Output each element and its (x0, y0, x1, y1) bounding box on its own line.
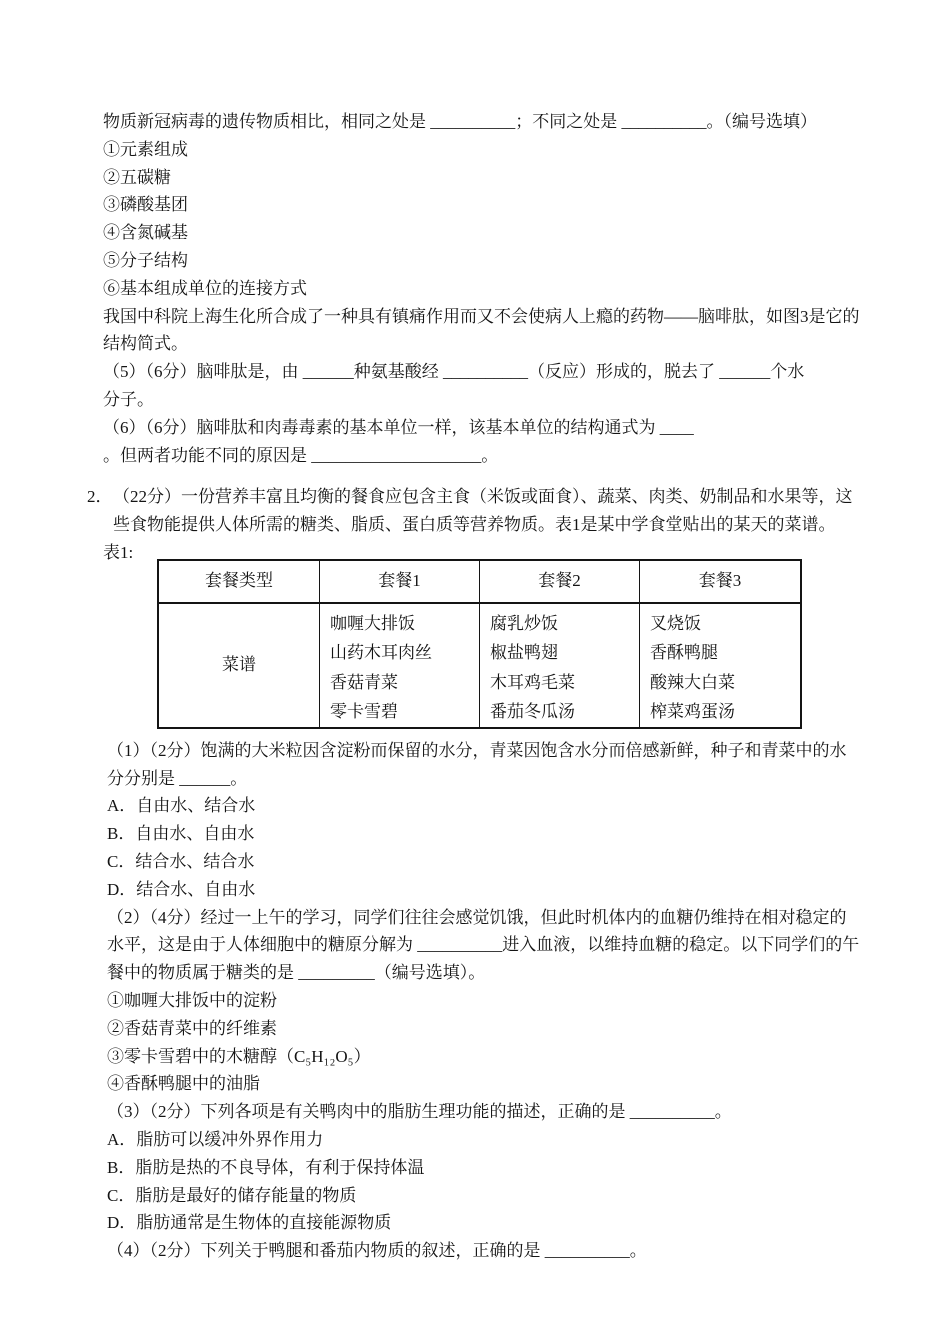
text-line (87, 483, 860, 511)
question2-subquestions (103, 737, 860, 1265)
text-line: 物质新冠病毒的遗传物质相比，相同之处是 __________；不同之处是 __________。（编号选填） (103, 112, 817, 131)
dish-item: 香酥鸭腿 (650, 643, 718, 663)
option-item: ⑥基本组成单位的连接方式 (103, 278, 307, 298)
dish-item: 腐乳炒饭 (490, 613, 558, 633)
dish-item: 咖喱大排饭 (330, 613, 415, 633)
dish-item: 香菇青菜 (330, 672, 398, 692)
text-line: 我国中科院上海生化所合成了一种具有镇痛作用而又不会使病人上瘾的药物——脑啡肽，如图3是它的 (103, 306, 860, 326)
table-label: 表1: (103, 542, 134, 562)
text-line: 些食物能提供人体所需的糖类、脂质、蛋白质等营养物质。表1是某中学食堂贴出的某天的菜谱。 (113, 515, 836, 535)
choice-c: C．结合水、结合水 (107, 851, 255, 871)
option-item: ②香菇青菜中的纤维素 (107, 1018, 277, 1038)
question2 (87, 483, 860, 1265)
option-item: ⑤分子结构 (103, 250, 188, 270)
table-row (158, 603, 801, 728)
sub-question-5: （5）（6分）脑啡肽是，由 ______种氨基酸经 __________（反应）形成的，脱去了 ______个水 (103, 362, 805, 382)
table-header-row (158, 560, 801, 603)
table-header-cell: 套餐类型 (158, 560, 320, 603)
option-item: ③磷酸基团 (103, 195, 188, 215)
table-header-cell: 套餐3 (640, 560, 802, 603)
sub-question-6: （6）（6分）脑啡肽和肉毒毒素的基本单位一样，该基本单位的结构通式为 ____ (103, 417, 694, 437)
dish-item: 山药木耳肉丝 (330, 643, 432, 663)
choice-d: D．结合水、自由水 (107, 879, 256, 899)
sub-question-3: （3）（2分）下列各项是有关鸭肉中的脂肪生理功能的描述，正确的是 __________。 (107, 1102, 732, 1122)
table-header-cell: 套餐1 (320, 560, 480, 603)
option-item: ④香酥鸭腿中的油脂 (107, 1074, 260, 1094)
choice-b: B．自由水、自由水 (107, 824, 255, 844)
text-line: 分子。 (103, 389, 154, 409)
choice-c: C．脂肪是最好的储存能量的物质 (107, 1185, 357, 1205)
stem-text: （22分）一份营养丰富且均衡的餐食应包含主食（米饭或面食）、蔬菜、肉类、奶制品和水果等，这 (113, 487, 853, 507)
dish-item: 椒盐鸭翅 (490, 643, 558, 663)
text-line: 水平，这是由于人体细胞中的糖原分解为 __________进入血液，以维持血糖的稳定。以下同学们的午 (107, 935, 860, 955)
question1-continuation (103, 108, 860, 469)
menu-cell-set2 (480, 603, 640, 728)
choice-a: A．脂肪可以缓冲外界作用力 (107, 1129, 324, 1149)
dish-item: 榨菜鸡蛋汤 (650, 702, 735, 722)
option-item: ①元素组成 (103, 139, 188, 159)
choice-d: D．脂肪通常是生物体的直接能源物质 (107, 1213, 392, 1233)
option-item: ②五碳糖 (103, 167, 171, 187)
text-line: 餐中的物质属于糖类的是 _________（编号选填）。 (107, 963, 486, 983)
text-line: 。但两者功能不同的原因是 ____________________。 (103, 445, 499, 465)
dish-item: 酸辣大白菜 (650, 672, 735, 692)
text-line: 分分别是 ______。 (107, 768, 248, 788)
dish-item: 木耳鸡毛菜 (490, 672, 575, 692)
option-item: ①咖喱大排饭中的淀粉 (107, 990, 277, 1010)
option-item: ③零卡雪碧中的木糖醇（C₅H₁₂O₅） (107, 1046, 371, 1066)
choice-b: B．脂肪是热的不良导体，有利于保持体温 (107, 1157, 425, 1177)
table-row-header: 菜谱 (158, 603, 320, 728)
table-header-cell: 套餐2 (480, 560, 640, 603)
choice-a: A．自由水、结合水 (107, 796, 256, 816)
dish-item: 番茄冬瓜汤 (490, 702, 575, 722)
question2-stem (87, 483, 860, 539)
option-item: ④含氮碱基 (103, 223, 188, 243)
sub-question-2: （2）（4分）经过一上午的学习，同学们往往会感觉饥饿，但此时机体内的血糖仍维持在相对稳定的 (107, 907, 847, 927)
sub-question-4: （4）（2分）下列关于鸭腿和番茄内物质的叙述，正确的是 __________。 (107, 1241, 647, 1261)
dish-item: 零卡雪碧 (330, 702, 398, 722)
text-line: 结构简式。 (103, 334, 188, 354)
sub-question-1: （1）（2分）饱满的大米粒因含淀粉而保留的水分，青菜因饱含水分而倍感新鲜，种子和青菜中的水 (107, 740, 847, 760)
menu-cell-set3 (640, 603, 802, 728)
menu-cell-set1 (320, 603, 480, 728)
dish-item: 叉烧饭 (650, 613, 701, 633)
menu-table (157, 559, 802, 729)
question-number: 2． (87, 487, 113, 507)
